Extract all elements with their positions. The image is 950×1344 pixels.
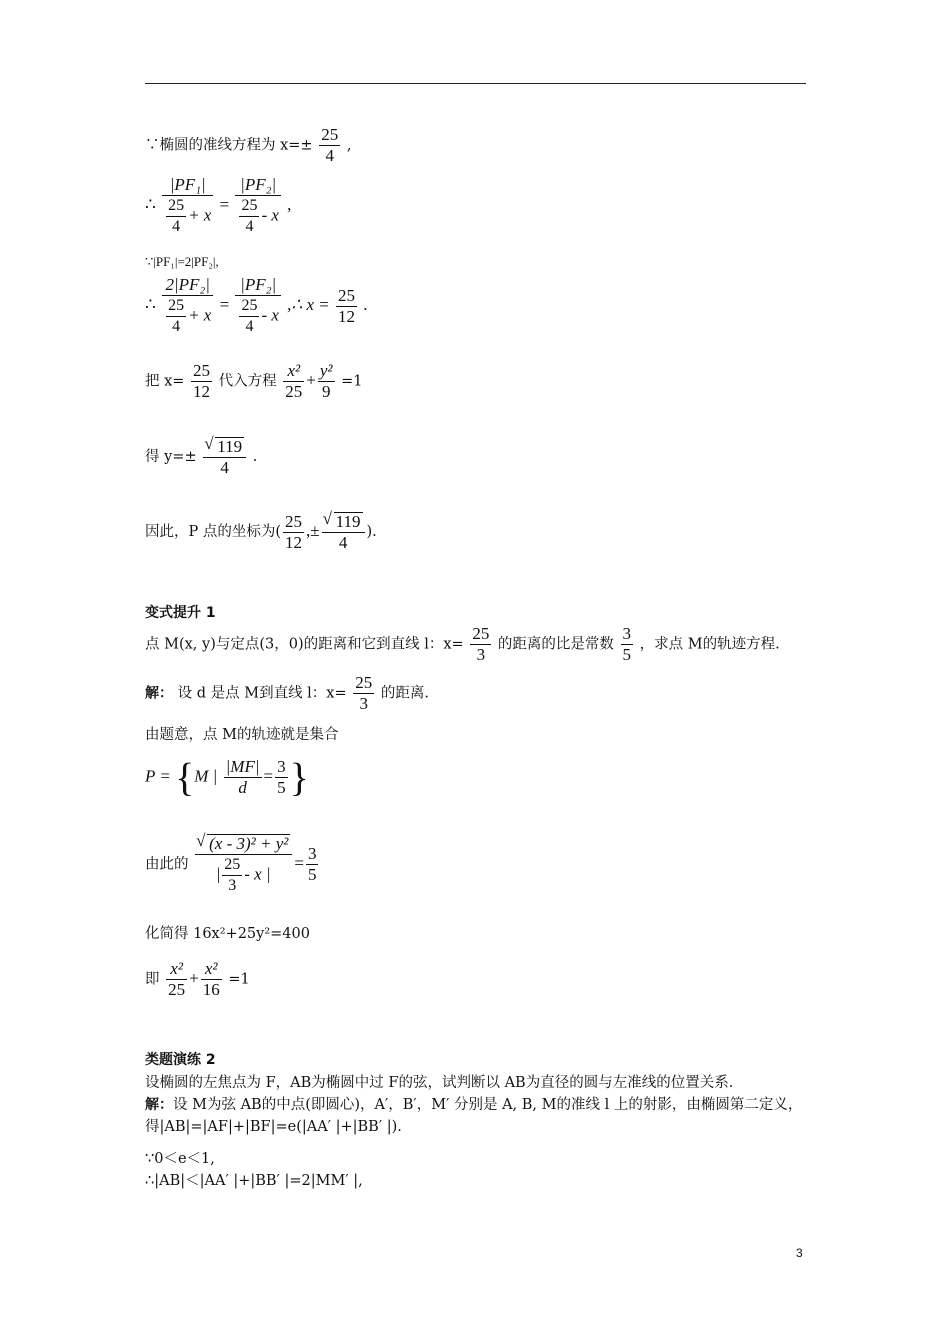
- text: =1: [341, 373, 363, 390]
- fraction: $\frac{\text{x²}}{25}$: [168, 959, 186, 999]
- text: 设 d 是点 M到直线 l：x=: [177, 685, 347, 702]
- text: 设 M为弦 AB的中点(即圆心)，A′，B′，M′ 分别是 A, B, M的准线 l 上的射影，由椭圆第二定义，得|AB|=|AF|+|BF|=e(|AA′ |+|BB′ |).: [145, 1097, 803, 1135]
- fraction: $\frac{\text{y²}}{9}$: [319, 361, 333, 401]
- text: 点 M(x, y)与定点(3，0)的距离和它到直线 l：x=: [145, 636, 464, 653]
- text: ).: [366, 524, 377, 540]
- left-brace: {: [175, 754, 195, 800]
- text: 由此的: [145, 856, 189, 873]
- set-definition: [145, 754, 309, 800]
- equals: =: [263, 766, 274, 786]
- text: 的距离.: [380, 685, 429, 702]
- text: ∵|PF₁|=2|PF₂|,: [145, 254, 219, 269]
- text-line: 由题意，点 M的轨迹就是集合: [145, 727, 339, 743]
- plus: +: [189, 968, 199, 988]
- text: 因此，P 点的坐标为(: [145, 524, 282, 540]
- right-brace: }: [289, 754, 309, 800]
- fraction: √ $\frac{119}{4}$: [322, 512, 365, 552]
- period: .: [363, 294, 368, 314]
- fraction-right: |PF₂| $\frac{25}{4}$ - x: [235, 276, 280, 336]
- therefore: ∴: [145, 194, 156, 214]
- substitute-line: [145, 362, 363, 401]
- solution-line: [145, 674, 429, 713]
- fraction: $\frac{25}{3}$: [472, 624, 490, 664]
- fraction: √ (x - 3)² + y² | $\frac{25}{3}$ - x |: [195, 834, 292, 895]
- text: 代入方程: [218, 373, 277, 390]
- section-heading-1: 变式提升 1: [145, 605, 216, 621]
- page-number: 3: [796, 1246, 803, 1260]
- fraction: $\frac{25}{12}$: [285, 511, 303, 552]
- comma: ,: [287, 194, 292, 214]
- header-rule: [145, 83, 806, 84]
- solve-y-line: [145, 437, 257, 477]
- text: .: [252, 449, 258, 465]
- fraction: $\frac{25}{12}$: [193, 361, 211, 401]
- fraction-left: 2|PF₂| $\frac{25}{4}$ + x: [162, 276, 213, 336]
- directrix-line: [145, 126, 351, 165]
- section-heading-2: 类题演练 2: [145, 1052, 216, 1068]
- fraction-right: |PF₂| $\frac{25}{4}$ - x: [235, 176, 280, 236]
- equals: =: [219, 294, 230, 314]
- fraction: $\frac{\text{x²}}{25}$: [285, 361, 303, 401]
- solve-x-line: [145, 276, 368, 336]
- text: P =: [145, 766, 171, 786]
- result-label: ,∴ x =: [287, 294, 330, 314]
- fraction: √ $\frac{119}{4}$: [203, 437, 246, 477]
- fraction: $\frac{3}{5}$: [277, 757, 286, 797]
- fraction: $\frac{3}{5}$: [622, 624, 632, 664]
- equals: =: [294, 853, 304, 873]
- plus: +: [306, 370, 316, 390]
- ellipse-equation: [145, 960, 250, 999]
- simplify-line: 化简得 16x²+25y²=400: [145, 926, 310, 942]
- distance-ratio: [145, 834, 320, 895]
- given-line: [145, 253, 219, 272]
- inequality-line: ∵0＜e＜1,: [145, 1151, 215, 1167]
- fraction-left: |PF₁| $\frac{25}{4}$ + x: [162, 176, 213, 236]
- solution-paragraph: [145, 1094, 810, 1138]
- text: 得 y=±: [145, 449, 197, 465]
- ratio-equation: [145, 176, 291, 236]
- text: =1: [228, 971, 250, 988]
- therefore: ∴: [145, 294, 156, 314]
- fraction-result: $\frac{25}{12}$: [338, 285, 356, 326]
- coordinates-line: [145, 512, 377, 552]
- solution-label: 解：: [145, 685, 173, 702]
- text: ,±: [306, 521, 320, 540]
- text: ∵椭圆的准线方程为 x=±: [145, 137, 313, 154]
- text: 的距离的比是常数: [497, 636, 614, 653]
- fraction: $\frac{|MF|}{d}$: [225, 757, 260, 797]
- equals: =: [219, 194, 230, 214]
- problem-statement: [145, 625, 780, 664]
- text: ，求点 M的轨迹方程.: [639, 636, 780, 653]
- problem-statement-2: 设椭圆的左焦点为 F，AB为椭圆中过 F的弦，试判断以 AB为直径的圆与左准线的位置关系.: [145, 1075, 734, 1091]
- text: 即: [145, 971, 160, 988]
- fraction: $\frac{3}{5}$: [307, 844, 317, 884]
- text: M |: [194, 766, 218, 786]
- text: 把 x=: [145, 373, 185, 390]
- fraction: $\frac{\text{x²}}{16}$: [202, 959, 220, 999]
- text: ,: [346, 137, 352, 154]
- conclusion-line: ∴|AB|＜|AA′ |+|BB′ |=2|MM′ |,: [145, 1173, 363, 1189]
- fraction: $\frac{25}{3}$: [355, 673, 373, 713]
- fraction: $\frac{25}{4}$: [321, 125, 339, 165]
- solution-label: 解：: [145, 1097, 173, 1113]
